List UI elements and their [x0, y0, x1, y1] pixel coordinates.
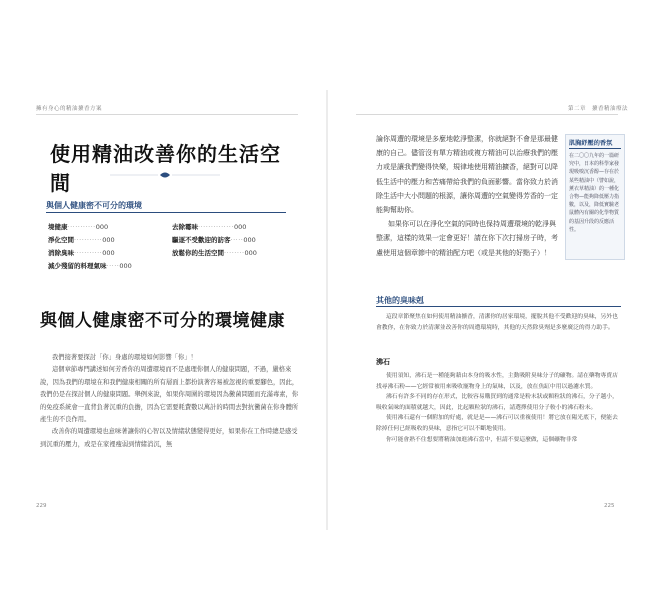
sidebar-rule — [569, 148, 621, 149]
paragraph: 使用沸石還有一個附加的好處，就是是——沸石可以重複使用！將它放在陽光底下，便能去除掉任何已經吸收的臭味，意指它可以不斷地使用。 — [376, 415, 618, 432]
page-number-left: 229 — [36, 503, 47, 509]
paragraph: 使用須知，沸石是一種能夠藉由本身的吸水性，主動吸附臭味分子的礦物。請在藥物專賣店找尋沸石粉——它經常被用來吸收寵物身上的氣味，以及，放在魚缸中用以過濾水質。 — [376, 373, 618, 390]
right-body-text — [376, 132, 558, 260]
running-head-left: 擁有身心的精油擴香方案 — [36, 106, 103, 112]
subsection-intro — [376, 312, 622, 333]
toc-page: 000 — [243, 236, 256, 244]
paragraph: 我們接著要探討「你」身處的環境如何影響「你」！ — [52, 354, 197, 361]
paragraph: 論你周遭的環境是多麼地乾淨整潔，你就絕對不會是那最健康的自己。儘管沒有單方精油或複方精油可以治療我們的壓力或是讓我們變得快樂，規律地使用精油擴香，絕對可以降低生活中的壓力和苦痛帶給我們的負面影響。當你致力於消除生活中大小問題的根源，讓你周遭的空氣變得芳香的一定能夠幫助你。 — [376, 135, 558, 215]
toc-page: 000 — [233, 223, 247, 231]
left-body-text — [40, 352, 302, 451]
paragraph: 這段章節聚焦在如何使用精油擴香，清潔你的居家環境，擺脫其他不受歡迎的臭味，另外也會教你，在你致力於清潔並改善你的周遭環境時，其他的天然除臭劑是多麼廣泛的得力助手。 — [376, 314, 618, 331]
toc-page: 000 — [244, 249, 257, 257]
paragraph: 改善你的周遭環境也意味著讓你的心智以及情緒狀態變得更好，如果你在工作時總是感受到沉重的壓力，或是在家裡瘦弱到情緒消沉，無 — [40, 428, 298, 448]
header-rule-right — [356, 114, 618, 115]
sidebar-box — [565, 134, 625, 260]
header-rule-left — [36, 114, 298, 115]
subsection-heading: 其他的臭味剋 — [376, 296, 424, 305]
toc-page: 000 — [119, 262, 132, 270]
toc-label: 境健康 — [48, 223, 68, 231]
toc-item: 淨化空間···········000 — [48, 236, 115, 244]
toc-item: 境健康···········000 — [48, 223, 109, 231]
page-number-right: 225 — [604, 503, 615, 509]
toc-item: 消除臭味···········000 — [48, 249, 115, 257]
toc-label: 消除臭味 — [48, 249, 74, 257]
paragraph: 沸石有許多不同的存在形式，比較容易購買到的通常是粉末狀或顆粒狀的沸石，分子越小，吸收氣味的面積就越大，因此，比起顆粒狀的沸石，請選擇使用分子較小的沸石粉末。 — [376, 394, 618, 411]
running-head-right: 第二章 擴香精油療法 — [568, 106, 629, 112]
toc-label: 放鬆你的生活空間 — [172, 249, 224, 257]
toc-label: 減少殘留的料理氣味 — [48, 262, 107, 270]
paragraph: 你可能會熟不住想要將精油加進沸石當中，但請不要這麼做，這個礦物非常 — [386, 436, 578, 443]
toc-item: 放鬆你的生活空間········000 — [172, 249, 257, 257]
chapter-title: 使用精油改善你的生活空間 — [50, 142, 281, 195]
mini-heading: 沸石 — [376, 358, 390, 366]
paragraph: 這個章節專門講述如何芳香你的周遭環境而不是處理你個人的健康問題，不過，嚴格來說，因為我們的環境在和我們健康相關的所有層面上都扮演著容易被忽視的重要腳色，因此，我們仍是在探討個人的健康問題。舉例來說，如果你周圍的環境因為黴菌問題而充滿毒素，你的免疫系統會一直背負著沉重的負擔，因為它需要耗費數以萬計的時間去對抗黴菌在你身體所產生的不良作用。 — [40, 366, 299, 424]
toc-page: 000 — [95, 223, 109, 231]
toc-label: 驅逐不受歡迎的訪客 — [172, 236, 231, 244]
paragraph: 如果你可以在淨化空氣的同時也保持周遭環境的乾淨與整潔，這樣的效果一定會更好！請在你下次打掃房子時，考慮使用這個章節中的精油配方吧（或是其他的好點子）！ — [376, 220, 558, 257]
sidebar-title: 肌胸紓壓的香氛 — [569, 140, 613, 147]
section-title: 與個人健康密不可分的環境健康 — [40, 311, 285, 331]
toc-item: 減少殘留的料理氣味·····000 — [48, 262, 132, 270]
toc-page: 000 — [102, 249, 115, 257]
toc-item: 驅逐不受歡迎的訪客·····000 — [172, 236, 256, 244]
toc-page: 000 — [102, 236, 115, 244]
box-heading: 與個人健康密不可分的環境 — [46, 201, 142, 210]
toc-item: 去除霉味··············000 — [172, 223, 247, 231]
box-heading-rule — [46, 212, 286, 213]
title-ornament-icon — [110, 170, 220, 180]
mini-section-text — [376, 371, 622, 445]
toc-label: 淨化空間 — [48, 236, 74, 244]
sidebar-text: 在二〇〇九年的一篇研究中，日本的科學家發現吸嗅沉香醇—存在於某些精油中（譬如說，薰衣草精油）的一種化合物—能夠降低壓力指數，以及，降低實驗老鼠體內有關的化學物質的基因升段的反應活性。 — [569, 153, 620, 233]
toc-label: 去除霉味 — [172, 223, 198, 231]
